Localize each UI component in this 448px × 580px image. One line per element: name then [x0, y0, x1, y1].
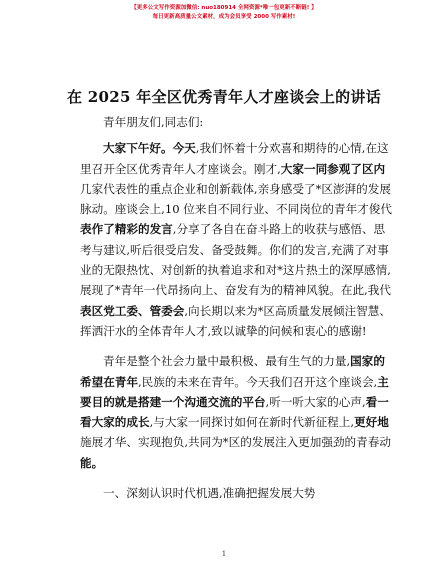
text-run: 里召开全区优秀青年人才座谈会。刚才,	[80, 161, 281, 176]
text-run: ,听一听大家的心声,	[265, 394, 366, 409]
paragraph-line	[80, 240, 392, 260]
bold-run: 表作了精彩的发言	[80, 222, 173, 237]
section-heading: 一、深刻认识时代机遇,准确把握发展大势	[103, 486, 316, 501]
bold-run: 大家一同参观了区内	[280, 161, 386, 176]
paragraph-line	[80, 179, 392, 199]
bold-run: 能。	[80, 455, 104, 470]
bold-run: 要目的就是搭建一个沟通交流的平台	[80, 394, 266, 409]
paragraph-line	[80, 159, 392, 179]
text-run: 施展才华、实现抱负,共同为*区的发展注入更加强劲的青春动	[80, 435, 391, 450]
paragraph-line	[80, 372, 392, 392]
text-run: 展现了*青年一代昂扬向上、奋发有为的精神风貌。在此,我代	[80, 283, 391, 298]
text-run: ,向长期以来为*区高质量发展倾注智慧、	[184, 303, 391, 318]
text-run: 业的无限热忱、对创新的执着追求和对*这片热土的深厚感情,	[80, 263, 391, 278]
paragraph-line	[80, 351, 392, 371]
paragraph-line	[80, 321, 392, 341]
bold-run: 大家下午好。今天	[103, 141, 196, 156]
text-run: ,民族的未来在青年。今天我们召开这个座谈会,	[137, 374, 378, 389]
bold-run: 主	[377, 374, 389, 389]
bold-run: 更好地	[354, 415, 389, 430]
promo-banner	[0, 4, 448, 22]
text-run: ,分享了各自在奋斗路上的收获与感悟、思	[172, 222, 386, 237]
paragraph-2	[80, 351, 392, 473]
paragraph-line	[80, 432, 392, 452]
paragraph-1	[80, 138, 392, 341]
document-title: 在 2025 年全区优秀青年人才座谈会上的讲话	[66, 88, 382, 106]
bold-run: 国家的	[350, 354, 385, 369]
paragraph-line	[80, 412, 392, 432]
text-run: 青年是整个社会力量中最积极、最有生气的力量,	[103, 354, 351, 369]
text-run: ,我们怀着十分欢喜和期待的心情,在这	[195, 141, 389, 156]
promo-line-1: 【更多公文写作资源加微信: nuo180914 全网资源*唯一包更新不断链! 】	[131, 5, 317, 11]
text-run: 考与建议,听后很受启发、备受鼓舞。你们的发言,充满了对事	[80, 242, 389, 257]
bold-run: 希望在青年	[80, 374, 138, 389]
bold-run: 看一	[365, 394, 389, 409]
page-number: 1	[221, 550, 227, 558]
paragraph-line	[80, 453, 392, 473]
text-run: ,与大家一同探讨如何在新时代新征程上,	[149, 415, 355, 430]
text-run: 挥洒汗水的全体青年人才,致以诚挚的问候和衷心的感谢!	[80, 323, 367, 338]
text-run: 几家代表性的重点企业和创新载体,亲身感受了*区澎湃的发展	[80, 181, 391, 196]
paragraph-line	[80, 301, 392, 321]
paragraph-line	[80, 219, 392, 239]
document-body	[80, 112, 392, 503]
text-run: 脉动。座谈会上,10 位来自不同行业、不同岗位的青年才俊代	[80, 202, 392, 217]
paragraph-line	[80, 199, 392, 219]
salutation: 青年朋友们,同志们:	[103, 115, 204, 129]
bold-run: 表区党工委、管委会	[80, 303, 185, 318]
paragraph-line	[80, 138, 392, 158]
paragraph-line	[80, 392, 392, 412]
paragraph-line	[80, 260, 392, 280]
promo-line-2: 每日更新高质量公文素材，成为会员享受 2000 写作素材!	[152, 14, 296, 20]
paragraph-line	[80, 280, 392, 300]
bold-run: 看大家的成长	[80, 415, 150, 430]
